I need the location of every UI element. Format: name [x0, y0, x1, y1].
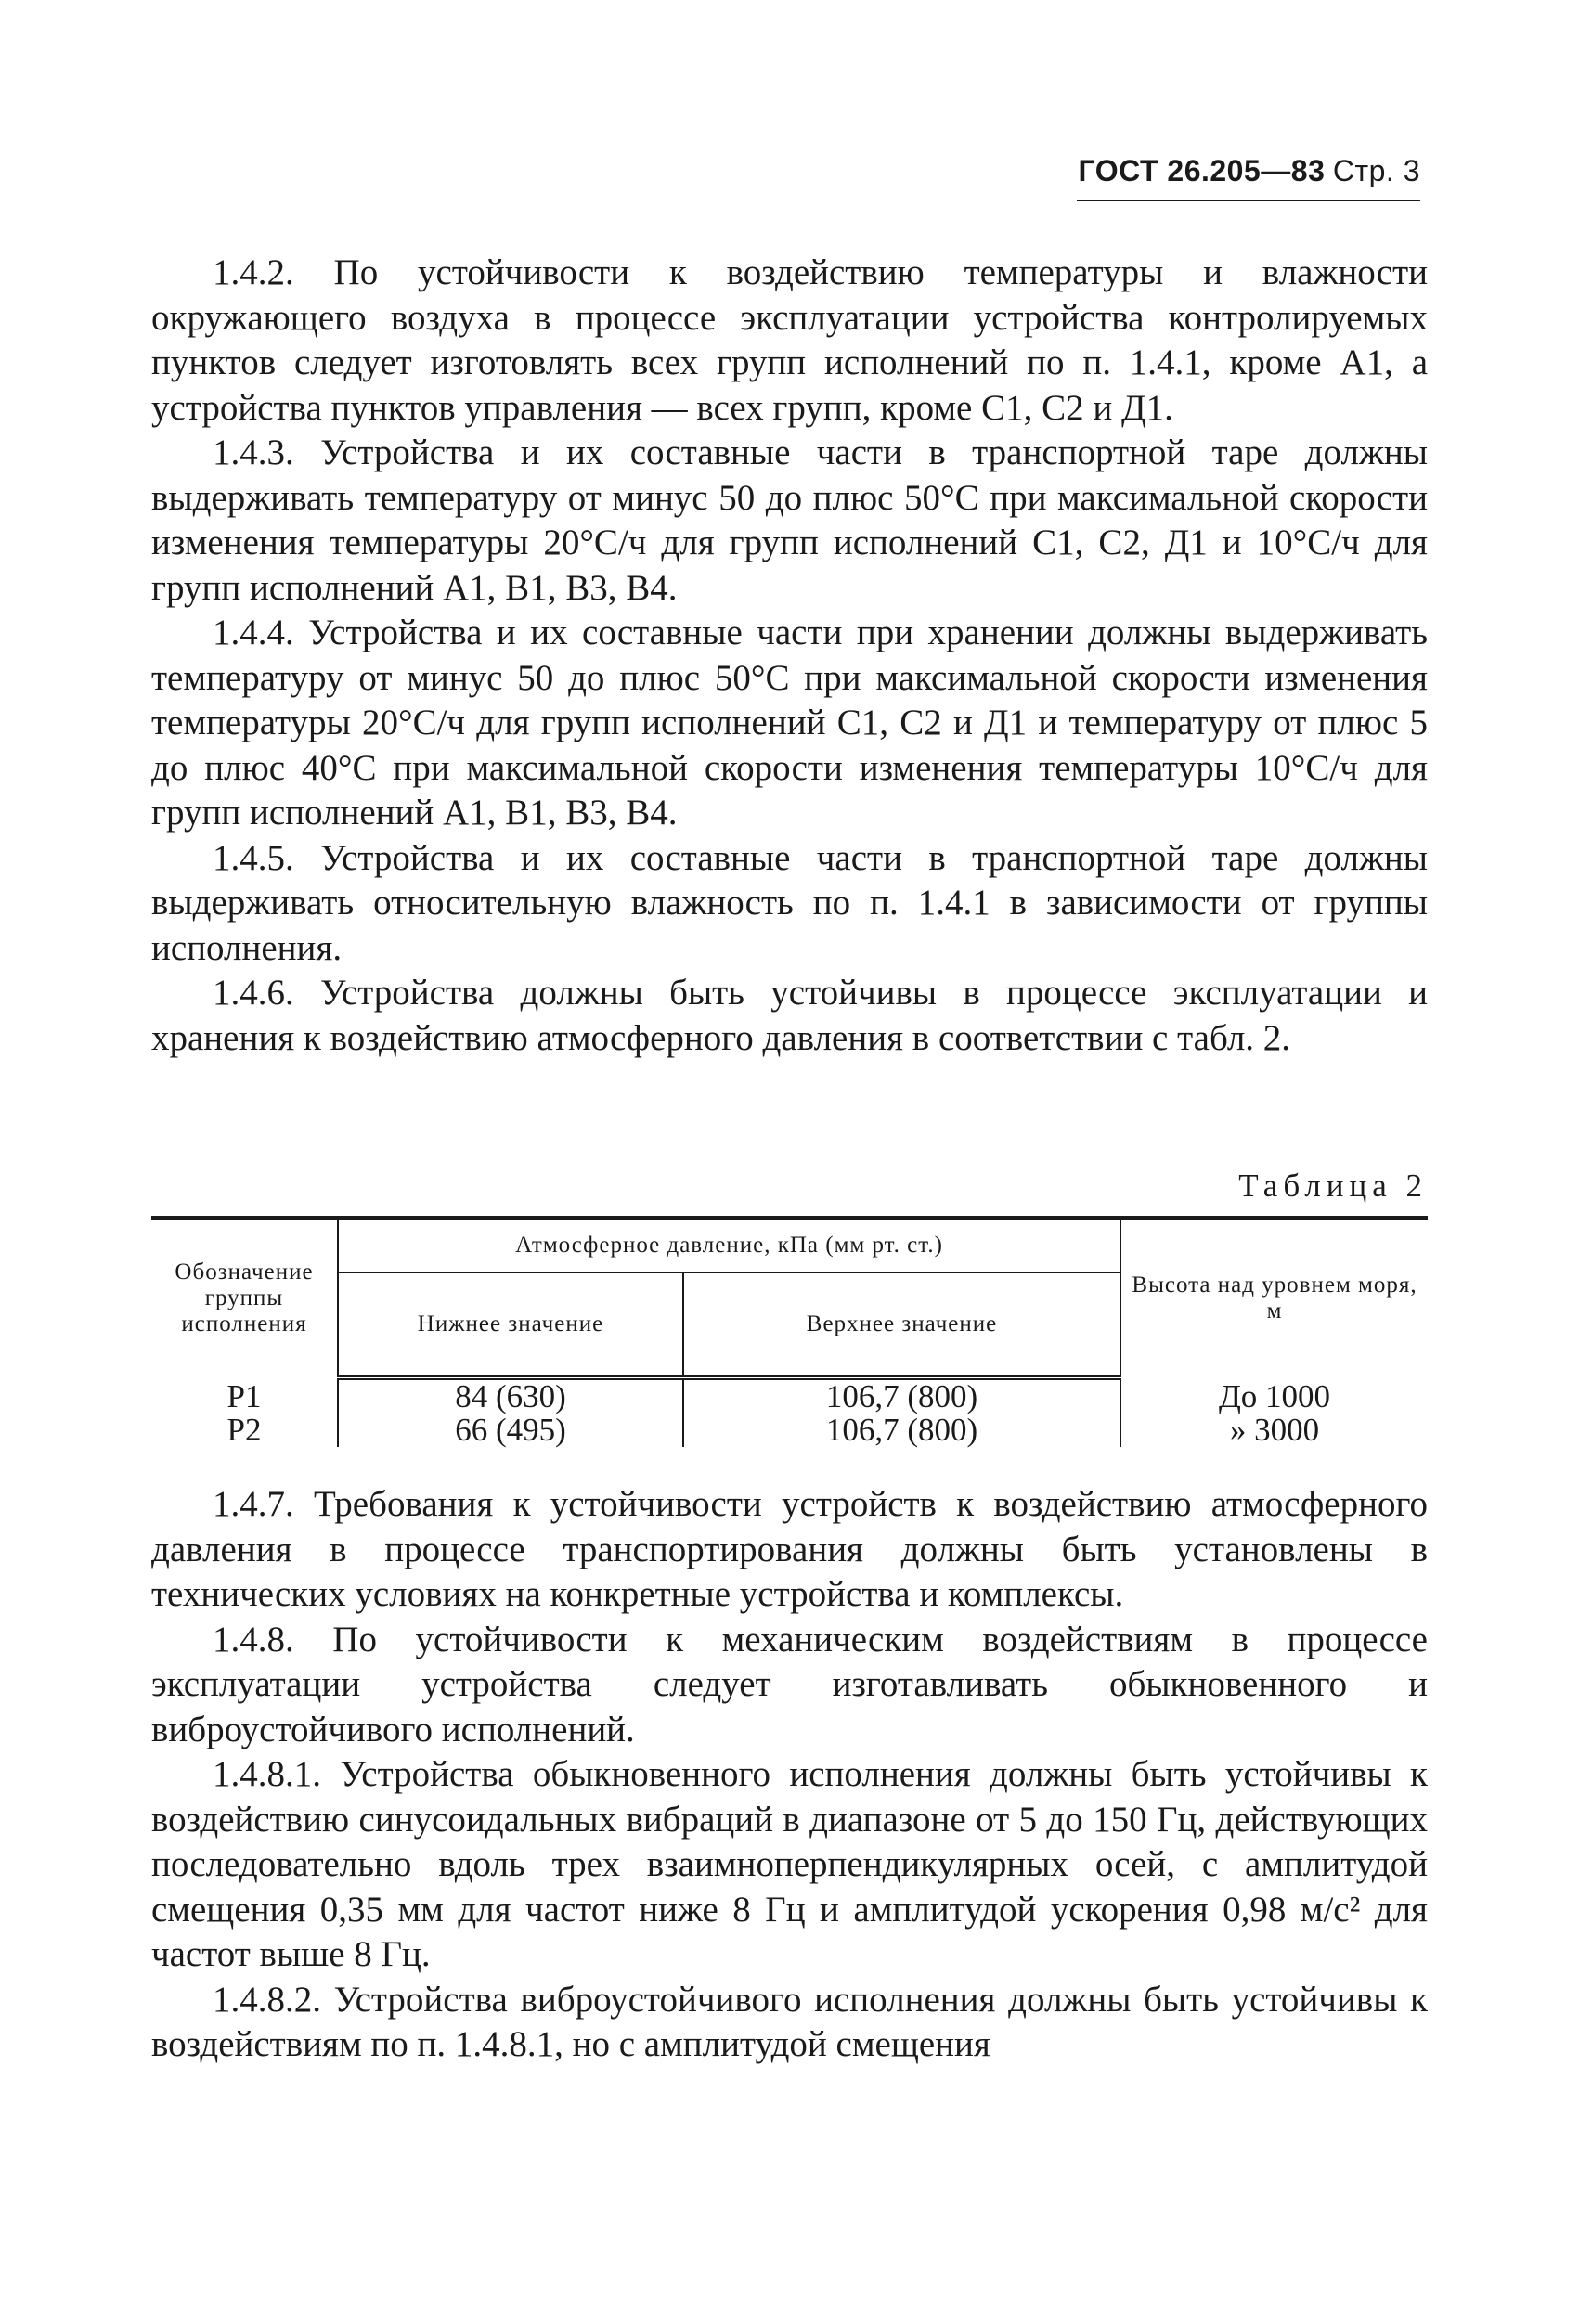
- cell-altitude: До 1000: [1218, 1378, 1331, 1414]
- cell-lower: 84 (630): [338, 1380, 683, 1414]
- cell-group: Р1: [151, 1380, 338, 1414]
- altitude-header: Высота над уровнем моря, м: [1120, 1218, 1428, 1378]
- paragraph-1-4-4: 1.4.4. Устройства и их составные части при хранении должны выдерживать температуру от минус 50 до плюс 50°С при максимальной скорости изменения температуры 20°С/ч для групп исполнений С1, С2 и Д1 и температуру от плюс 5 до плюс 40°С при максимальной скорости изменения температуры 10°С/ч для групп исполнений А1, В1, В3, В4.: [151, 613, 1428, 833]
- table-caption: Таблица 2: [1238, 1168, 1428, 1204]
- paragraphs-bottom: [151, 1482, 1428, 2068]
- paragraph-1-4-3: 1.4.3. Устройства и их составные части в транспортной таре должны выдерживать температуру от минус 50 до плюс 50°С при максимальной скорости изменения температуры 20°С/ч для групп исполнений С1, С2, Д1 и 10°С/ч для групп исполнений А1, В1, В3, В4.: [151, 433, 1428, 608]
- paragraph-1-4-7: 1.4.7. Требования к устойчивости устройств к воздействию атмосферного давления в процессе транспортирования должны быть установлены в технических условиях на конкретные устройства и комплексы.: [151, 1484, 1428, 1614]
- cell-lower: 66 (495): [338, 1414, 683, 1447]
- pressure-table: [151, 1216, 1428, 1447]
- cell-upper: 106,7 (800): [683, 1380, 1120, 1414]
- paragraph-1-4-2: 1.4.2. По устойчивости к воздействию температуры и влажности окружающего воздуха в процессе эксплуатации устройства контролируемых пунктов следует изготовлять всех групп исполнений по п. 1.4.1, кроме А1, а устройства пунктов управления — всех групп, кроме С1, С2 и Д1.: [151, 252, 1428, 428]
- table-row: [151, 1380, 1428, 1414]
- paragraph-1-4-8-1: 1.4.8.1. Устройства обыкновенного исполнения должны быть устойчивы к воздействию синусоидальных вибраций в диапазоне от 5 до 150 Гц, действующих последовательно вдоль трех взаимноперпендикулярных осей, с амплитудой смещения 0,35 мм для частот ниже 8 Гц и амплитудой ускорения 0,98 м/с² для частот выше 8 Гц.: [151, 1754, 1428, 1974]
- paragraph-1-4-5: 1.4.5. Устройства и их составные части в транспортной таре должны выдерживать относительную влажность по п. 1.4.1 в зависимости от группы исполнения.: [151, 837, 1428, 968]
- page-number: Стр. 3: [1332, 154, 1420, 187]
- cell-group: Р2: [151, 1414, 338, 1447]
- paragraph-1-4-8: 1.4.8. По устойчивости к механическим воздействиям в процессе эксплуатации устройства следует изготавливать обыкновенного и виброустойчивого исполнений.: [151, 1619, 1428, 1749]
- col-group-header: Обозначение группы исполнения: [151, 1218, 338, 1378]
- standard-number: ГОСТ 26.205—83: [1078, 154, 1326, 187]
- upper-header: Верхнее значение: [683, 1272, 1120, 1378]
- paragraph-1-4-8-2: 1.4.8.2. Устройства виброустойчивого исполнения должны быть устойчивы к воздействиям по п. 1.4.8.1, но с амплитудой смещения: [151, 1979, 1428, 2064]
- page-header: [1077, 154, 1420, 201]
- table-row: [151, 1414, 1428, 1447]
- pressure-header: Атмосферное давление, кПа (мм рт. ст.): [338, 1218, 1120, 1272]
- cell-upper: 106,7 (800): [683, 1414, 1120, 1447]
- cell-altitude: » 3000: [1229, 1412, 1320, 1448]
- lower-header: Нижнее значение: [338, 1272, 683, 1378]
- paragraphs-top: [151, 251, 1428, 1061]
- paragraph-1-4-6: 1.4.6. Устройства должны быть устойчивы в процессе эксплуатации и хранения к воздействию атмосферного давления в соответствии с табл. 2.: [151, 973, 1428, 1058]
